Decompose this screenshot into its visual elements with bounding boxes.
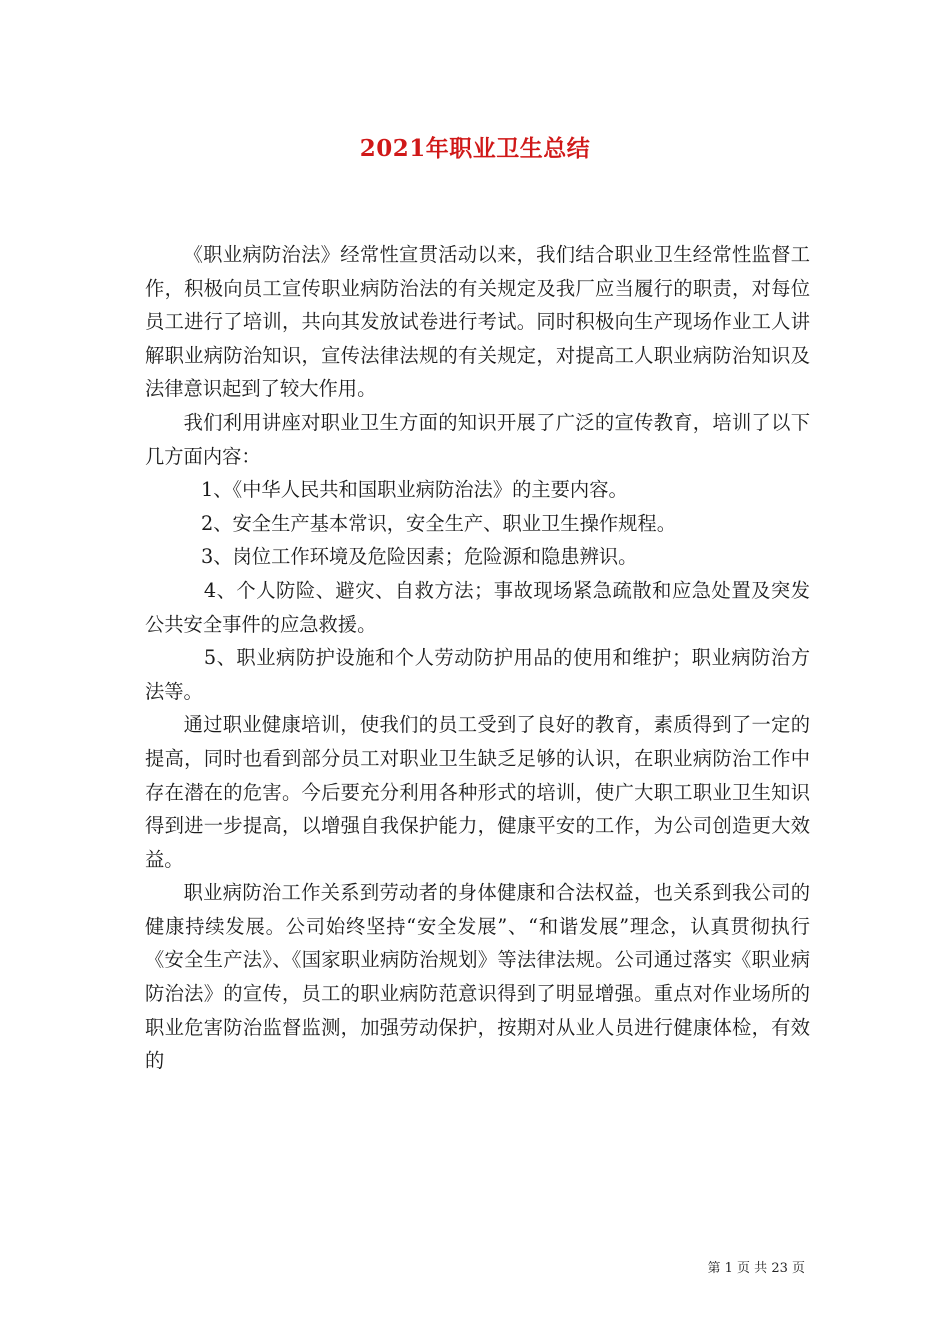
list-item-3: 3、岗位工作环境及危险因素；危险源和隐患辨识。 bbox=[200, 545, 638, 569]
list-item-2: 2、安全生产基本常识，安全生产、职业卫生操作规程。 bbox=[200, 511, 676, 535]
paragraph-results: 通过职业健康培训，使我们的员工受到了良好的教育，素质得到了一定的提高，同时也看到部分员工对职业卫生缺乏足够的认识，在职业病防治工作中存在潜在的危害。今后要充分利用各种形式的培训，使广大职工职业卫生知识得到进一步提高，以增强自我保护能力，健康平安的工作，为公司创造更大效益。 bbox=[145, 713, 810, 871]
list-item-5: 5、职业病防护设施和个人劳动防护用品的使用和维护；职业病防治方法等。 bbox=[145, 646, 810, 703]
paragraph-importance: 职业病防治工作关系到劳动者的身体健康和合法权益，也关系到我公司的健康持续发展。公司始终坚持“安全发展”、“和谐发展”理念，认真贯彻执行《安全生产法》、《国家职业病防治规划》等法律法规。公司通过落实《职业病防治法》的宣传，员工的职业病防范意识得到了明显增强。重点对作业场所的职业危害防治监督监测，加强劳动保护，按期对从业人员进行健康体检，有效的 bbox=[145, 881, 810, 1073]
list-item-1: 1、《中华人民共和国职业病防治法》的主要内容。 bbox=[200, 478, 628, 502]
list-item-4: 4、个人防险、避灾、自救方法；事故现场紧急疏散和应急处置及突发公共安全事件的应急救援。 bbox=[145, 578, 810, 636]
document-body bbox=[145, 238, 810, 1078]
page-number: 第 1 页 共 23 页 bbox=[707, 1261, 805, 1276]
document-title: 2021年职业卫生总结 bbox=[359, 135, 591, 162]
paragraph-training: 我们利用讲座对职业卫生方面的知识开展了广泛的宣传教育，培训了以下几方面内容： bbox=[145, 410, 810, 468]
paragraph-intro: 《职业病防治法》经常性宣贯活动以来，我们结合职业卫生经常性监督工作，积极向员工宣传职业病防治法的有关规定及我厂应当履行的职责，对每位员工进行了培训，共向其发放试卷进行考试。同时积极向生产现场作业工人讲解职业病防治知识，宣传法律法规的有关规定，对提高工人职业病防治知识及法律意识起到了较大作用。 bbox=[145, 243, 810, 401]
